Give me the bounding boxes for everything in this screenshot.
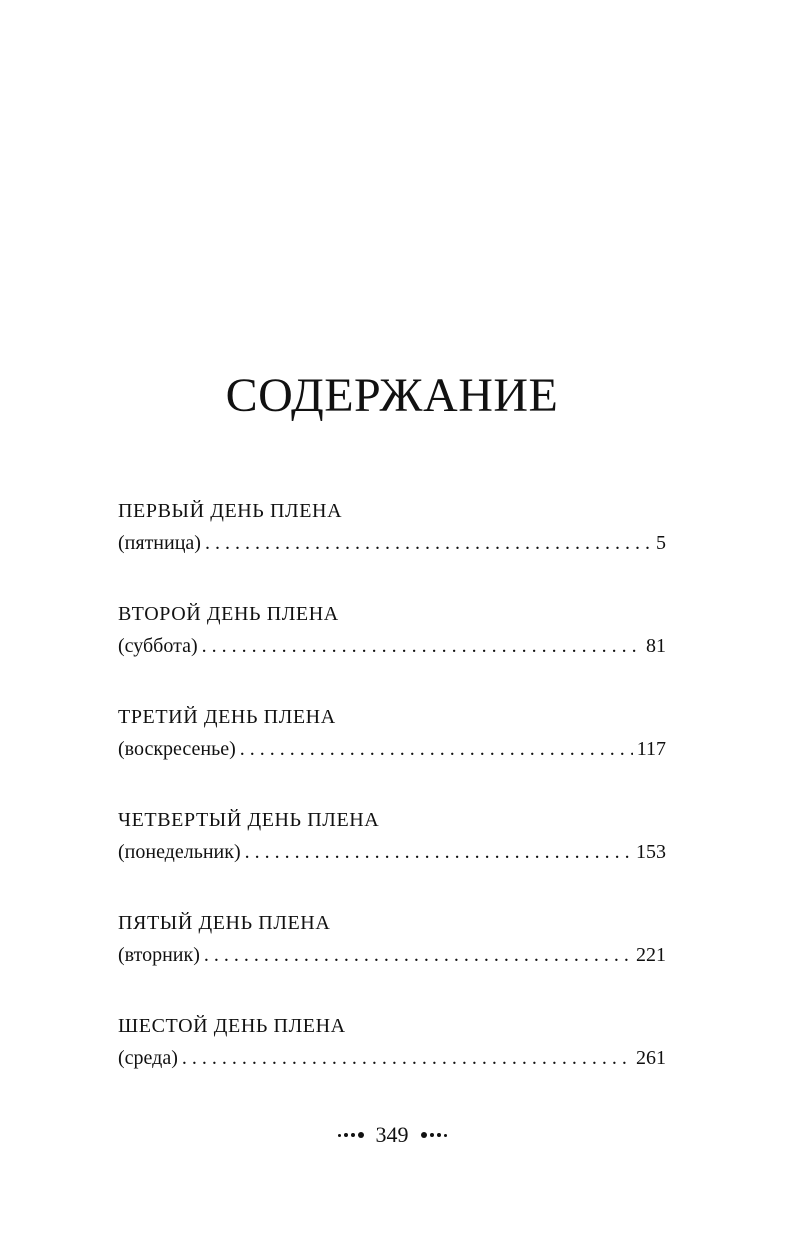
toc-entry-line: [118, 526, 666, 560]
dot-leader: [204, 938, 632, 972]
toc-entry-subtitle: (среда): [118, 1047, 178, 1069]
toc-entry-subtitle: (понедельник): [118, 841, 241, 863]
toc-entry-line: [118, 835, 666, 869]
toc-entry[interactable]: [118, 805, 666, 908]
toc-entry[interactable]: [118, 702, 666, 805]
ornament-dot: [430, 1133, 434, 1137]
dot-leader: [202, 629, 642, 663]
toc-entry-page-number: 81: [646, 635, 666, 657]
page-number: 349: [375, 1122, 409, 1147]
toc-entry-heading: ЧЕТВЕРТЫЙ ДЕНЬ ПЛЕНА: [118, 809, 380, 831]
toc-entry-heading: ТРЕТИЙ ДЕНЬ ПЛЕНА: [118, 706, 336, 728]
toc-entry-heading: ПЕРВЫЙ ДЕНЬ ПЛЕНА: [118, 500, 343, 522]
toc-entry-page-number: 261: [636, 1047, 666, 1069]
toc-entry-line: [118, 1041, 666, 1075]
page-footer: [0, 1120, 784, 1150]
toc-entry-page-number: 117: [636, 738, 666, 760]
ornament-dot: [421, 1132, 427, 1138]
dot-leader: [205, 526, 652, 560]
dot-leader: [245, 835, 632, 869]
dot-leader: [182, 1041, 632, 1075]
toc-entry-page-number: 153: [636, 841, 666, 863]
ornament-dot: [358, 1132, 364, 1138]
toc-entry-line: [118, 938, 666, 972]
ornament-dot: [344, 1133, 348, 1137]
toc-entry-subtitle: (вторник): [118, 944, 200, 966]
toc-entry-heading: ПЯТЫЙ ДЕНЬ ПЛЕНА: [118, 912, 331, 934]
page-title: СОДЕРЖАНИЕ: [225, 369, 559, 422]
table-of-contents: [118, 496, 666, 1114]
toc-entry[interactable]: [118, 599, 666, 702]
toc-entry-subtitle: (суббота): [118, 635, 198, 657]
toc-entry[interactable]: [118, 908, 666, 1011]
toc-entry-heading: ВТОРОЙ ДЕНЬ ПЛЕНА: [118, 603, 339, 625]
dot-leader: [240, 732, 633, 766]
toc-entry-page-number: 5: [656, 532, 666, 554]
toc-entry[interactable]: [118, 1011, 666, 1114]
right-ornament-icon: [421, 1132, 447, 1138]
toc-entry-line: [118, 732, 666, 766]
ornament-dot: [338, 1134, 341, 1137]
ornament-dot: [437, 1133, 441, 1137]
left-ornament-icon: [338, 1132, 364, 1138]
ornament-dot: [351, 1133, 355, 1137]
toc-entry-subtitle: (воскресенье): [118, 738, 236, 760]
toc-entry-page-number: 221: [636, 944, 666, 966]
ornament-dot: [444, 1134, 447, 1137]
toc-entry[interactable]: [118, 496, 666, 599]
toc-entry-line: [118, 629, 666, 663]
toc-entry-subtitle: (пятница): [118, 532, 201, 554]
toc-entry-heading: ШЕСТОЙ ДЕНЬ ПЛЕНА: [118, 1015, 346, 1037]
